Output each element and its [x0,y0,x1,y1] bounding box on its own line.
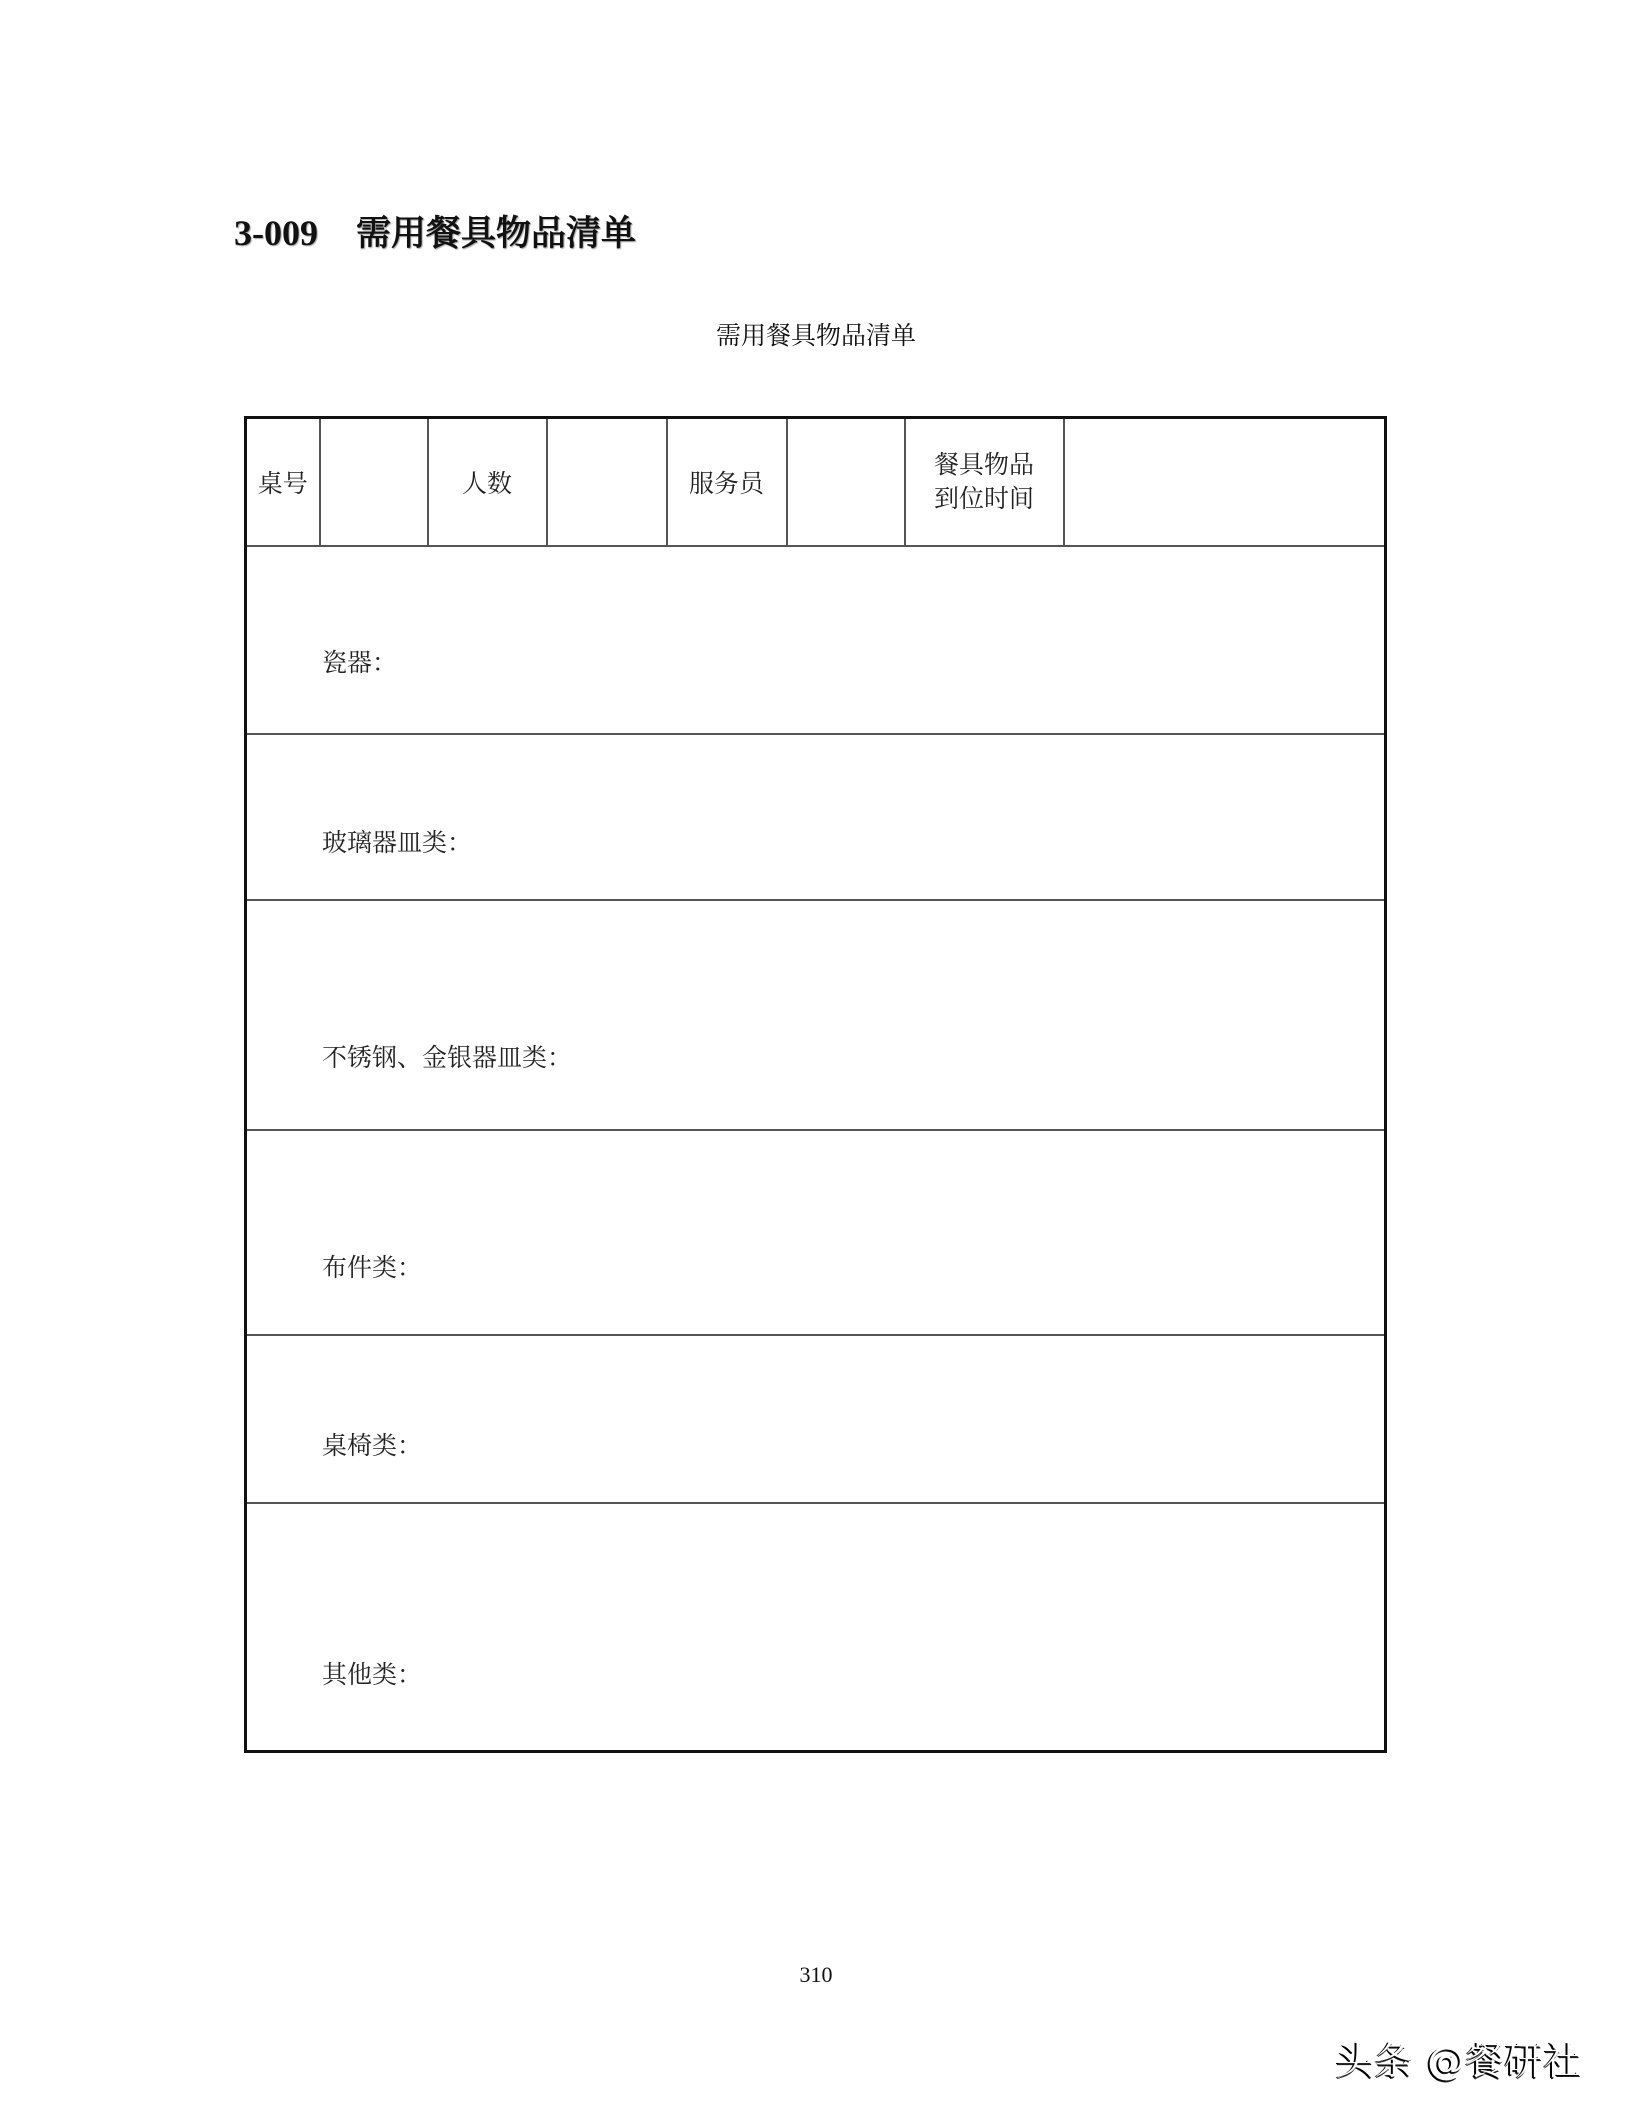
category-cell[interactable] [246,546,1386,734]
category-label: 布件类： [322,1252,423,1282]
server-label: 服务员 [667,418,787,547]
category-label: 其他类： [322,1659,423,1689]
arrival-time-field[interactable] [1064,418,1386,547]
category-label: 桌椅类： [322,1431,423,1460]
arrival-time-label-line1: 餐具物品 [933,450,1034,479]
category-cell[interactable] [246,900,1386,1130]
category-label: 不锈钢、金银器皿类： [322,1043,573,1072]
category-row-linen [246,1130,1386,1335]
guest-count-label: 人数 [428,418,547,547]
category-row-metalware [246,900,1386,1130]
category-row-glassware [246,734,1386,900]
category-cell[interactable] [246,734,1386,900]
category-label: 瓷器： [322,648,398,677]
table-number-label: 桌号 [246,418,320,547]
guest-count-field[interactable] [547,418,667,547]
category-row-other [246,1503,1386,1751]
page-number: 310 [799,1962,833,1987]
category-cell[interactable] [246,1503,1386,1751]
category-cell[interactable] [246,1335,1386,1503]
section-number: 3-009 [234,213,318,253]
category-row-furniture [246,1335,1386,1503]
arrival-time-label-line2: 到位时间 [933,484,1034,513]
server-field[interactable] [787,418,905,547]
category-label: 玻璃器皿类： [322,828,473,857]
form-header-row [246,418,1386,547]
table-number-field[interactable] [320,418,428,547]
arrival-time-label [905,418,1064,547]
section-title: 需用餐具物品清单 [356,213,637,254]
source-watermark: 头条 @餐研社 [1336,2039,1584,2083]
category-cell[interactable] [246,1130,1386,1335]
section-heading [234,206,636,256]
category-row-porcelain [246,546,1386,734]
form-title: 需用餐具物品清单 [715,321,916,350]
tableware-list-form [244,416,1387,1753]
